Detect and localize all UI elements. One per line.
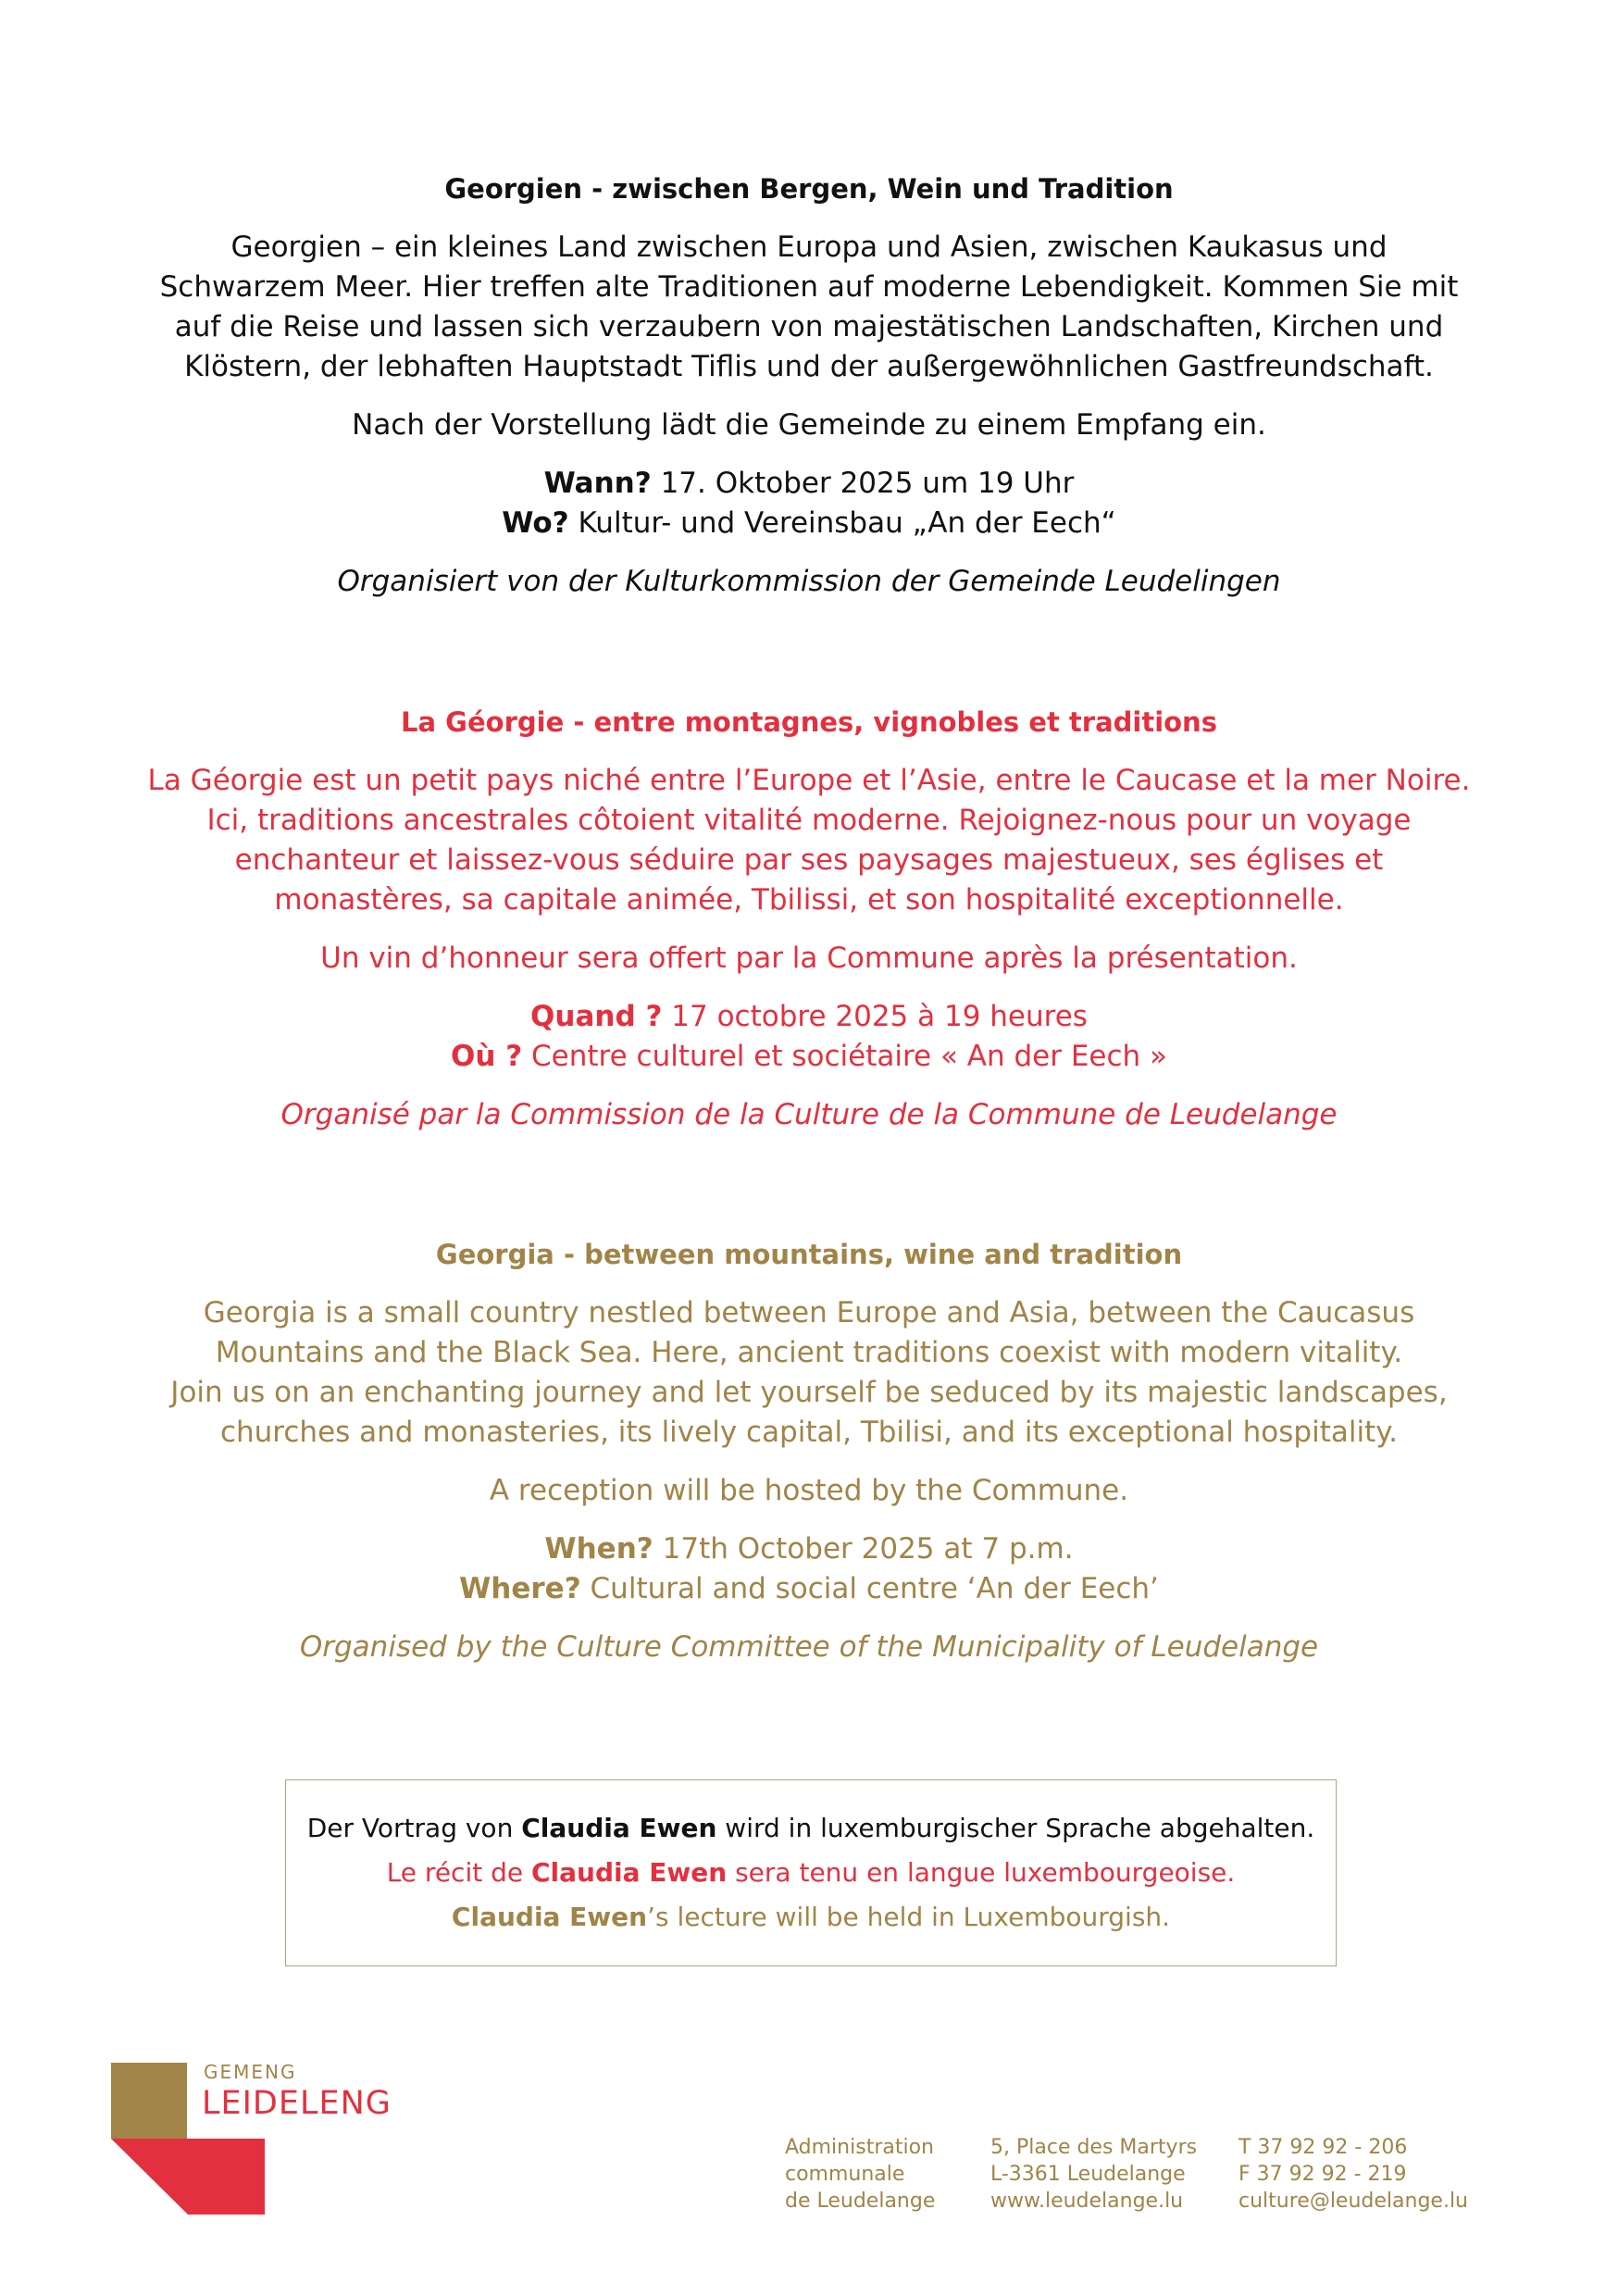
french-organizer: Organisé par la Commission de la Culture de la Commune de Leudelange bbox=[280, 1098, 1338, 1131]
french-title: La Géorgie - entre montagnes, vignobles et traditions bbox=[401, 706, 1217, 738]
german-paragraph: Georgien – ein kleines Land zwischen Europa und Asien, zwischen Kaukasus und Schwarzem Meer. Hier treffen alte Traditionen auf moderne Lebendigkeit. Kommen Sie mit auf die Reise und lassen sich verzaubern von majestätischen Landschaften, Kirchen und Klöstern, der lebhaften Hauptstadt Tiflis und der außergewöhnlichen Gastfreundschaft. bbox=[159, 231, 1459, 383]
email-link[interactable]: culture@leudelange.lu bbox=[1238, 2190, 1468, 2213]
german-where-value: Kultur- und Vereinsbau „An der Eech“ bbox=[568, 506, 1116, 540]
english-when-value: 17th October 2025 at 7 p.m. bbox=[653, 1532, 1074, 1566]
english-section bbox=[0, 1236, 1618, 1667]
english-reception: A reception will be hosted by the Commune. bbox=[489, 1474, 1129, 1507]
english-when-label: When? bbox=[544, 1532, 653, 1566]
language-note-box bbox=[285, 1779, 1337, 1966]
french-when-value: 17 octobre 2025 à 19 heures bbox=[662, 1000, 1088, 1033]
footer-contact bbox=[1238, 2134, 1468, 2215]
french-section bbox=[0, 704, 1618, 1135]
note-english: Claudia Ewen’s lecture will be held in Luxembourgish. bbox=[451, 1902, 1171, 1932]
french-reception: Un vin d’honneur sera offert par la Commune après la présentation. bbox=[320, 942, 1298, 975]
note-german: Der Vortrag von Claudia Ewen wird in luxemburgischer Sprache abgehalten. bbox=[306, 1813, 1315, 1843]
logo-gemeng-text: GEMENG bbox=[204, 2061, 297, 2083]
english-when-where bbox=[0, 1529, 1618, 1609]
logo-leideleng-text: LEIDELENG bbox=[202, 2085, 392, 2122]
german-when-label: Wann? bbox=[543, 467, 652, 500]
english-title: Georgia - between mountains, wine and tradition bbox=[435, 1239, 1183, 1270]
german-when-value: 17. Oktober 2025 um 19 Uhr bbox=[651, 467, 1075, 500]
website-link[interactable]: www.leudelange.lu bbox=[990, 2190, 1184, 2213]
fax-number: F 37 92 92 - 219 bbox=[1238, 2163, 1407, 2186]
french-paragraph: La Géorgie est un petit pays niché entre l’Europe et l’Asie, entre le Caucase et la mer Noire. Ici, traditions ancestrales côtoient vitalité moderne. Rejoignez-nous pour un voyage enchanteur et laissez-vous séduire par ses paysages majestueux, ses églises et monastères, sa capitale animée, Tbilissi, et son hospitalité exceptionnelle. bbox=[147, 764, 1471, 917]
note-french: Le récit de Claudia Ewen sera tenu en langue luxembourgeoise. bbox=[386, 1857, 1236, 1888]
french-when-where bbox=[0, 997, 1618, 1077]
german-organizer: Organisiert von der Kulturkommission der Gemeinde Leudelingen bbox=[337, 565, 1281, 598]
german-when-where bbox=[0, 464, 1618, 543]
english-organizer: Organised by the Culture Committee of the Municipality of Leudelange bbox=[299, 1630, 1319, 1664]
footer-administration: Administration communale de Leudelange bbox=[785, 2136, 936, 2213]
german-where-label: Wo? bbox=[502, 506, 569, 540]
phone-number: T 37 92 92 - 206 bbox=[1238, 2136, 1408, 2159]
german-reception: Nach der Vorstellung lädt die Gemeinde zu einem Empfang ein. bbox=[352, 408, 1266, 442]
french-where-label: Où ? bbox=[450, 1040, 523, 1073]
english-paragraph: Georgia is a small country nestled between Europe and Asia, between the Caucasus Mountains and the Black Sea. Here, ancient traditions coexist with modern vitality. Join us on an enchanting journey and let yourself be seduced by its majestic landscapes, churches and monasteries, its lively capital, Tbilisi, and its exceptional hospitality. bbox=[170, 1296, 1448, 1449]
english-where-label: Where? bbox=[459, 1572, 581, 1605]
german-title: Georgien - zwischen Bergen, Wein und Tradition bbox=[444, 173, 1174, 205]
french-where-value: Centre culturel et sociétaire « An der Eech » bbox=[522, 1040, 1167, 1073]
footer-address: 5, Place des Martyrs L-3361 Leudelange www.leudelange.lu bbox=[990, 2136, 1198, 2213]
english-where-value: Cultural and social centre ‘An der Eech’ bbox=[580, 1572, 1159, 1605]
logo-red-shape bbox=[111, 2139, 265, 2215]
german-section bbox=[0, 170, 1618, 602]
french-when-label: Quand ? bbox=[530, 1000, 663, 1033]
logo-gold-square bbox=[111, 2063, 187, 2139]
